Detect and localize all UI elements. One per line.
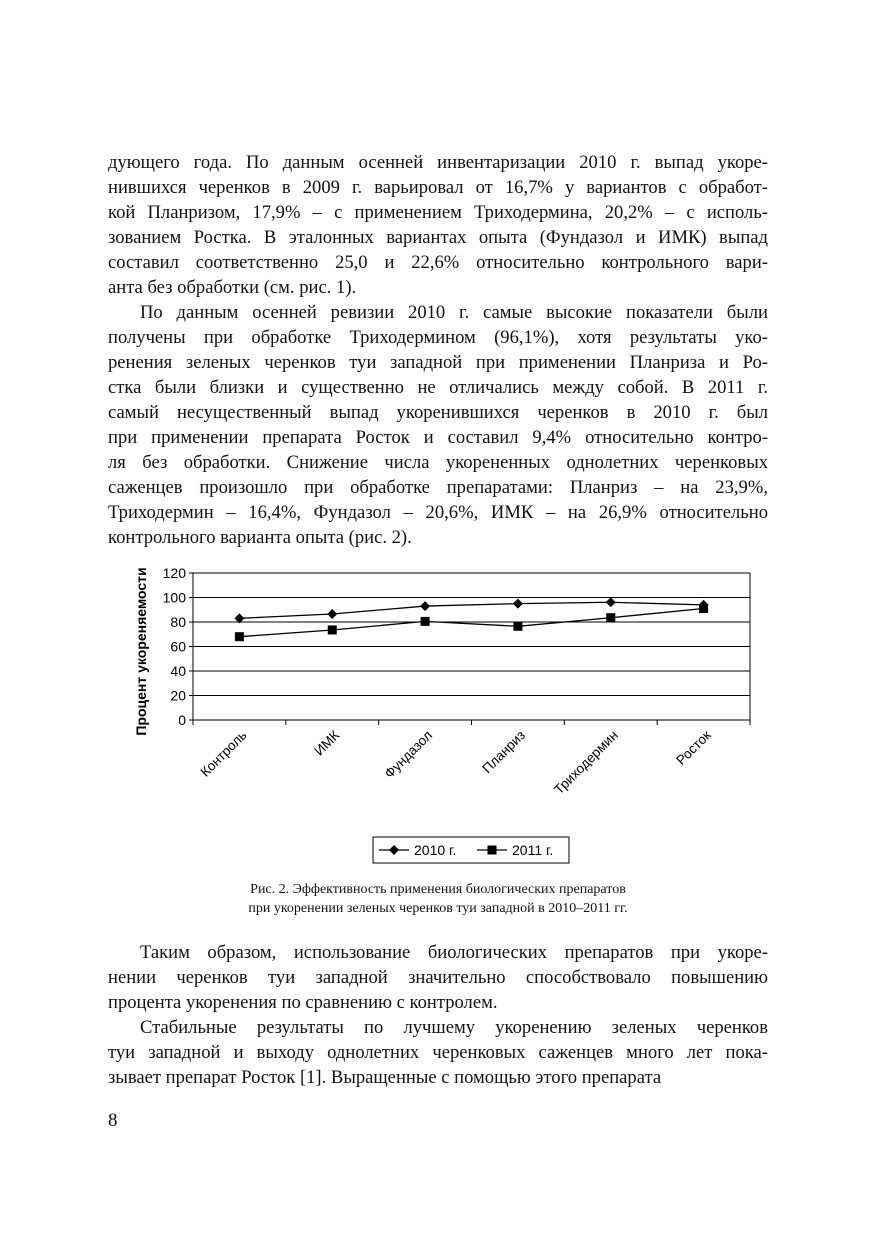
paragraph: [108, 300, 768, 550]
paragraph: [108, 1015, 768, 1090]
data-point-diamond: [513, 599, 523, 609]
paragraph: [108, 150, 768, 300]
y-tick-label: 20: [170, 687, 186, 704]
data-point-square: [606, 613, 615, 622]
x-tick-label: Контроль: [197, 727, 250, 780]
x-tick-label: Росток: [673, 727, 714, 768]
x-tick-label: Планриз: [479, 727, 529, 777]
text-line: составил соответственно 25,0 и 22,6% относительно контрольного вари-: [108, 252, 768, 273]
y-tick-label: 100: [162, 589, 186, 606]
legend-label: 2010 г.: [414, 842, 457, 858]
legend-label: 2011 г.: [512, 842, 554, 858]
caption-line: Рис. 2. Эффективность применения биологических препаратов: [250, 882, 626, 897]
text-line: По данным осенней ревизии 2010 г. самые высокие показатели были: [140, 302, 768, 323]
y-axis-label: Процент укореняемости: [133, 567, 149, 736]
text-line: контрольного варианта опыта (рис. 2).: [108, 527, 412, 548]
y-tick-label: 120: [162, 565, 186, 581]
series-line: [239, 609, 703, 637]
y-tick-label: 0: [178, 712, 186, 728]
text-line: Стабильные результаты по лучшему укоренению зеленых черенков: [140, 1017, 768, 1038]
x-tick-label: Фундазол: [381, 727, 436, 782]
text-line: саженцев произошло при обработке препаратами: Планриз – на 23,9%,: [108, 477, 768, 498]
text-line: самый несущественный выпад укоренившихся черенков в 2010 г. был: [108, 402, 768, 423]
data-point-square: [699, 604, 708, 613]
text-line: ля без обработки. Снижение числа укорененных однолетних черенковых: [108, 452, 768, 473]
text-line: ренения зеленых черенков туи западной при применении Планриза и Ро-: [108, 352, 768, 373]
text-line: туи западной и выходу однолетних черенковых саженцев много лет пока-: [108, 1042, 768, 1063]
text-line: Таким образом, использование биологических препаратов при укоре-: [140, 942, 768, 963]
y-tick-label: 60: [170, 638, 186, 655]
text-line: анта без обработки (см. рис. 1).: [108, 277, 357, 298]
text-line: процента укоренения по сравнению с контролем.: [108, 992, 498, 1013]
data-point-square: [235, 632, 244, 641]
line-chart: [0, 540, 876, 870]
figure-caption: [108, 880, 768, 918]
text-line: нении черенков туи западной значительно способствовало повышению: [108, 967, 768, 988]
page-number: 8: [108, 1110, 118, 1131]
paragraph: [108, 940, 768, 1015]
text-line: кой Планризом, 17,9% – с применением Триходермина, 20,2% – с исполь-: [108, 202, 768, 223]
caption-line: при укоренении зеленых черенков туи западной в 2010–2011 гг.: [248, 901, 628, 916]
data-point-square: [421, 617, 430, 626]
data-point-square: [513, 622, 522, 631]
text-line: при применении препарата Росток и составил 9,4% относительно контро-: [108, 427, 768, 448]
data-point-diamond: [606, 597, 616, 607]
text-line: получены при обработке Триходермином (96,1%), хотя результаты уко-: [108, 327, 768, 348]
data-point-diamond: [327, 609, 337, 619]
y-tick-label: 40: [170, 663, 186, 679]
text-line: Триходермин – 16,4%, Фундазол – 20,6%, ИМК – на 26,9% относительно: [108, 502, 768, 523]
legend-marker-square: [488, 846, 497, 855]
text-line: зованием Ростка. В эталонных вариантах опыта (Фундазол и ИМК) выпад: [108, 227, 768, 248]
data-point-diamond: [420, 601, 430, 611]
y-tick-label: 80: [170, 614, 186, 630]
x-tick-label: Триходермин: [551, 727, 621, 798]
text-line: дующего года. По данным осенней инвентаризации 2010 г. выпад укоре-: [108, 152, 768, 173]
text-line: зывает препарат Росток [1]. Выращенные с помощью этого препарата: [108, 1067, 662, 1088]
x-tick-label: ИМК: [311, 727, 343, 759]
data-point-square: [328, 625, 337, 634]
text-line: стка были близки и существенно не отличались между собой. В 2011 г.: [108, 377, 768, 398]
text-line: нившихся черенков в 2009 г. варьировал от 16,7% у вариантов с обработ-: [108, 177, 768, 198]
